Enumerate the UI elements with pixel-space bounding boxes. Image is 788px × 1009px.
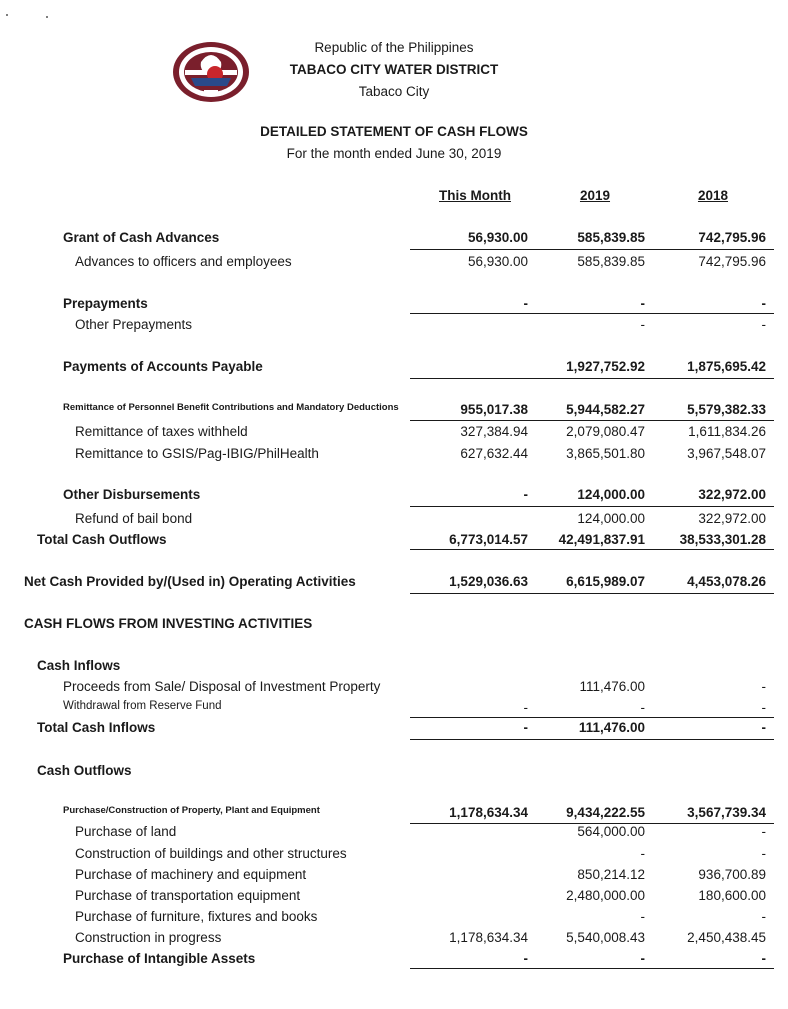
- cell-proceeds-2018: -: [761, 679, 766, 694]
- cell-advances-2019: 585,839.85: [577, 254, 645, 269]
- cell-total-in-2019: 111,476.00: [578, 720, 645, 735]
- cell-prepay-2018: -: [761, 296, 766, 311]
- cell-advances-2018: 742,795.96: [698, 254, 766, 269]
- cell-other-disb-2019: 124,000.00: [577, 487, 645, 502]
- divider: [410, 717, 774, 718]
- cell-refund-2019: 124,000.00: [577, 511, 645, 526]
- row-label-ppe: Purchase/Construction of Property, Plant and Equipment: [63, 805, 320, 816]
- cell-cip-2019: 5,540,008.43: [566, 930, 645, 945]
- cell-furniture-2018: -: [761, 909, 766, 924]
- cell-prepay-this-month: -: [523, 296, 528, 311]
- row-label-cash-in: Cash Inflows: [37, 658, 121, 673]
- cell-grant-2018: 742,795.96: [698, 230, 766, 245]
- divider: [410, 549, 774, 550]
- cell-net-op-2018: 4,453,078.26: [687, 574, 766, 589]
- divider: [410, 506, 774, 507]
- cell-furniture-2019: -: [640, 909, 645, 924]
- statement-title: DETAILED STATEMENT OF CASH FLOWS: [260, 124, 528, 139]
- col-header-2018: 2018: [697, 188, 729, 203]
- cell-payables-2018: 1,875,695.42: [687, 359, 766, 374]
- cell-intangible-this-month: -: [523, 951, 528, 966]
- row-label-payables: Payments of Accounts Payable: [63, 359, 263, 374]
- row-label-transport: Purchase of transportation equipment: [75, 888, 301, 903]
- cell-other-disb-2018: 322,972.00: [698, 487, 766, 502]
- cell-buildings-2018: -: [761, 846, 766, 861]
- row-label-remit-tax: Remittance of taxes withheld: [75, 424, 248, 439]
- row-label-invest-hdr: CASH FLOWS FROM INVESTING ACTIVITIES: [24, 616, 313, 631]
- cell-remit-tax-this-month: 327,384.94: [460, 424, 528, 439]
- cell-other-prepay-2019: -: [640, 317, 645, 332]
- statement-subtitle: For the month ended June 30, 2019: [286, 146, 502, 161]
- cell-remit-gsis-2019: 3,865,501.80: [566, 446, 645, 461]
- cell-machinery-2018: 936,700.89: [698, 867, 766, 882]
- cell-intangible-2018: -: [761, 951, 766, 966]
- row-label-grant: Grant of Cash Advances: [63, 230, 220, 245]
- cell-machinery-2019: 850,214.12: [577, 867, 645, 882]
- cell-transport-2018: 180,600.00: [698, 888, 766, 903]
- row-label-remit-gsis: Remittance to GSIS/Pag-IBIG/PhilHealth: [75, 446, 319, 461]
- cell-remit-gsis-2018: 3,967,548.07: [687, 446, 766, 461]
- row-label-advances: Advances to officers and employees: [75, 254, 292, 269]
- cell-remit-this-month: 955,017.38: [460, 402, 528, 417]
- cell-ppe-2018: 3,567,739.34: [687, 805, 766, 820]
- cell-remit-tax-2018: 1,611,834.26: [688, 424, 766, 439]
- cell-proceeds-2019: 111,476.00: [579, 679, 645, 694]
- cell-withdrawal-this-month: -: [523, 700, 528, 715]
- divider: [410, 420, 774, 421]
- row-label-prepay: Prepayments: [63, 296, 148, 311]
- row-label-furniture: Purchase of furniture, fixtures and books: [75, 909, 318, 924]
- divider: [410, 378, 774, 379]
- row-label-cash-out: Cash Outflows: [37, 763, 132, 778]
- cell-total-in-2018: -: [761, 720, 766, 735]
- cell-ppe-2019: 9,434,222.55: [566, 805, 645, 820]
- cell-remit-2019: 5,944,582.27: [566, 402, 645, 417]
- divider: [410, 739, 774, 740]
- row-label-remit: Remittance of Personnel Benefit Contributions and Mandatory Deductions: [63, 402, 399, 413]
- header-city: Tabaco City: [358, 84, 430, 99]
- cell-total-out-this-month: 6,773,014.57: [449, 532, 528, 547]
- divider: [410, 593, 774, 594]
- divider: [410, 968, 774, 969]
- col-header-2019: 2019: [579, 188, 611, 203]
- header-org-name: TABACO CITY WATER DISTRICT: [289, 62, 499, 77]
- row-label-net-op: Net Cash Provided by/(Used in) Operating Activities: [24, 574, 356, 589]
- divider: [410, 313, 774, 314]
- row-label-other-disb: Other Disbursements: [63, 487, 201, 502]
- header-republic: Republic of the Philippines: [314, 40, 474, 55]
- scan-speck: [46, 16, 48, 18]
- cell-land-2018: -: [761, 824, 766, 839]
- divider: [410, 249, 774, 250]
- row-label-other-prepay: Other Prepayments: [75, 317, 193, 332]
- cell-remit-2018: 5,579,382.33: [687, 402, 766, 417]
- cell-grant-this-month: 56,930.00: [467, 230, 528, 245]
- row-label-cip: Construction in progress: [75, 930, 222, 945]
- row-label-withdrawal: Withdrawal from Reserve Fund: [63, 700, 222, 712]
- cell-prepay-2019: -: [640, 296, 645, 311]
- scan-speck: [6, 14, 8, 16]
- cell-buildings-2019: -: [640, 846, 645, 861]
- cell-land-2019: 564,000.00: [577, 824, 645, 839]
- cell-remit-gsis-this-month: 627,632.44: [460, 446, 528, 461]
- row-label-intangible: Purchase of Intangible Assets: [63, 951, 256, 966]
- row-label-buildings: Construction of buildings and other structures: [75, 846, 347, 861]
- cell-total-out-2018: 38,533,301.28: [679, 532, 766, 547]
- cell-cip-this-month: 1,178,634.34: [449, 930, 528, 945]
- col-header-this-month: This Month: [439, 188, 511, 203]
- cell-advances-this-month: 56,930.00: [467, 254, 528, 269]
- row-label-refund: Refund of bail bond: [75, 511, 193, 526]
- cell-total-out-2019: 42,491,837.91: [558, 532, 645, 547]
- cell-total-in-this-month: -: [523, 720, 528, 735]
- cell-transport-2019: 2,480,000.00: [566, 888, 645, 903]
- row-label-total-in: Total Cash Inflows: [37, 720, 156, 735]
- row-label-proceeds: Proceeds from Sale/ Disposal of Investment Property: [63, 679, 381, 694]
- cell-intangible-2019: -: [640, 951, 645, 966]
- cell-withdrawal-2018: -: [761, 700, 766, 715]
- cell-grant-2019: 585,839.85: [577, 230, 645, 245]
- cell-payables-2019: 1,927,752.92: [566, 359, 645, 374]
- divider: [410, 823, 774, 824]
- cell-net-op-2019: 6,615,989.07: [566, 574, 645, 589]
- cell-other-disb-this-month: -: [523, 487, 528, 502]
- cell-withdrawal-2019: -: [640, 700, 645, 715]
- cell-net-op-this-month: 1,529,036.63: [449, 574, 528, 589]
- cell-remit-tax-2019: 2,079,080.47: [566, 424, 645, 439]
- row-label-total-out: Total Cash Outflows: [37, 532, 167, 547]
- row-label-machinery: Purchase of machinery and equipment: [75, 867, 307, 882]
- row-label-land: Purchase of land: [75, 824, 177, 839]
- cell-refund-2018: 322,972.00: [698, 511, 766, 526]
- cell-ppe-this-month: 1,178,634.34: [449, 805, 528, 820]
- cell-cip-2018: 2,450,438.45: [687, 930, 766, 945]
- cell-other-prepay-2018: -: [761, 317, 766, 332]
